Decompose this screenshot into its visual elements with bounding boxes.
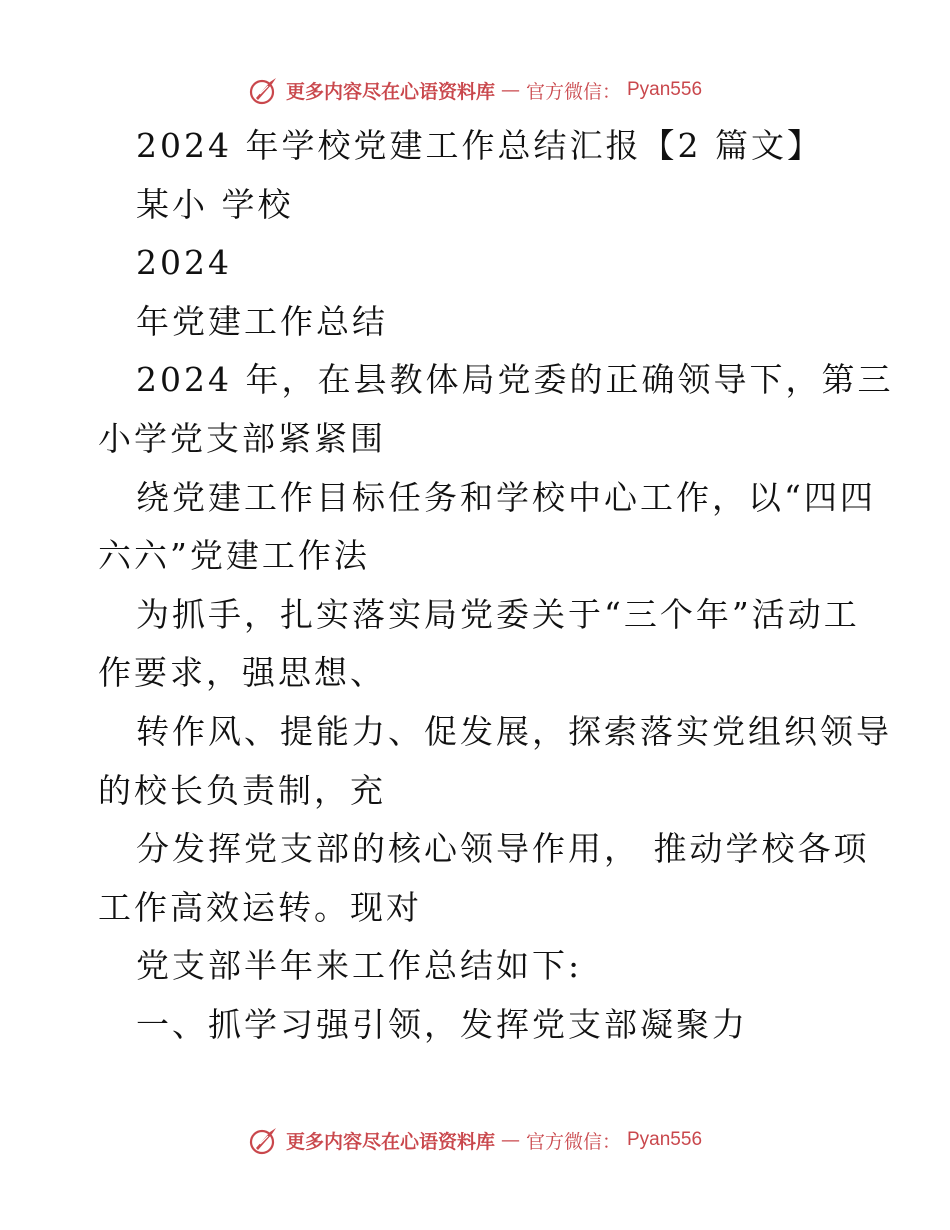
paragraph-line: 2024 年，在县教体局党委的正确领导下，第三 xyxy=(136,360,894,400)
document-title: 2024 年学校党建工作总结汇报【2 篇文】 xyxy=(136,126,823,165)
paragraph-line: 2024 xyxy=(136,243,232,283)
paragraph-line: 绕党建工作目标任务和学校中心工作，以“四四 xyxy=(136,477,876,517)
paragraph-line: 党支部半年来工作总结如下: xyxy=(136,946,583,986)
watermark-wechat-label: 官方微信： xyxy=(525,1130,621,1153)
watermark-wechat-label: 官方微信： xyxy=(525,80,621,103)
watermark-wechat-id: Pyan556 xyxy=(627,79,703,100)
watermark-brand: 更多内容尽在心语资料库 xyxy=(285,80,495,103)
watermark-group xyxy=(248,1124,702,1156)
paragraph-line: 工作高效运转。现对 xyxy=(98,887,422,927)
paragraph-line: 作要求，强思想、 xyxy=(98,653,386,693)
paragraph-line: 为抓手，扎实落实局党委关于“三个年”活动工 xyxy=(136,594,860,634)
paragraph-line: 某小 学校 xyxy=(136,184,294,224)
quill-pen-logo-icon xyxy=(248,1124,280,1156)
paragraph-line: 小学党支部紧紧围 xyxy=(98,418,386,458)
watermark-wechat-id: Pyan556 xyxy=(627,1129,703,1150)
watermark-dash: — xyxy=(500,79,520,101)
document-body xyxy=(98,117,894,1055)
watermark-dash: — xyxy=(500,1129,520,1151)
section-heading: 一、抓学习强引领，发挥党支部凝聚力 xyxy=(136,1004,748,1044)
paragraph-line: 六六”党建工作法 xyxy=(98,536,370,576)
footer-watermark xyxy=(0,1120,950,1160)
paragraph-line: 的校长负责制，充 xyxy=(98,770,386,810)
paragraph-line: 年党建工作总结 xyxy=(136,301,388,341)
watermark-brand: 更多内容尽在心语资料库 xyxy=(285,1130,495,1153)
watermark-group xyxy=(248,74,702,106)
paragraph-line: 转作风、提能力、促发展，探索落实党组织领导 xyxy=(136,711,892,751)
header-watermark xyxy=(0,70,950,110)
paragraph-line: 分发挥党支部的核心领导作用， 推动学校各项 xyxy=(136,829,870,869)
quill-pen-logo-icon xyxy=(248,74,280,106)
